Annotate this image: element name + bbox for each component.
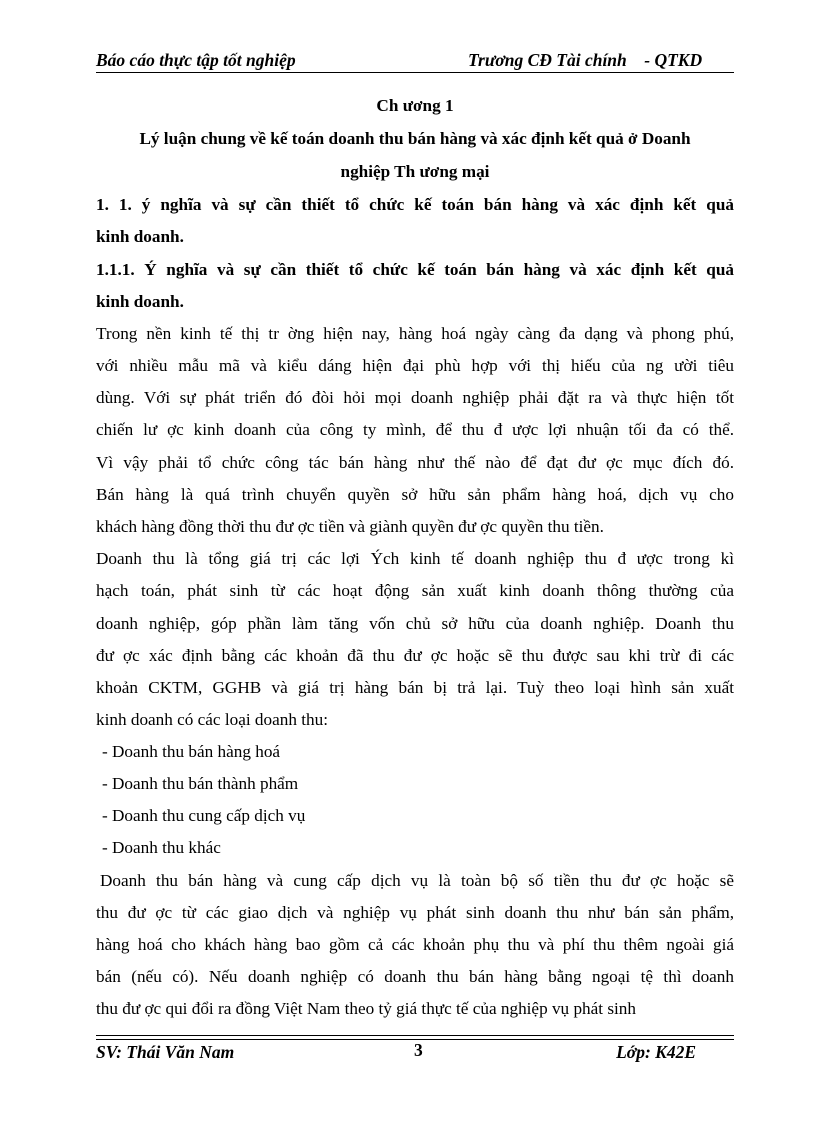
section-heading-1-1-cont: kinh doanh. — [96, 227, 184, 246]
paragraph-line: hạch toán, phát sinh từ các hoạt động sản xuất kinh doanh thông thường của — [96, 581, 734, 600]
chapter-number: Ch ương 1 — [376, 96, 454, 115]
list-item: - Doanh thu khác — [102, 838, 221, 857]
paragraph-line: dùng. Với sự phát triển đó đòi hỏi mọi doanh nghiệp phải đặt ra và thực hiện tốt — [96, 388, 734, 407]
footer-rule-top — [96, 1035, 734, 1036]
paragraph-line: đư ợc xác định bằng các khoản đã thu đư ợc hoặc sẽ thu được sau khi trừ đi các — [96, 646, 734, 665]
header-report-title: Báo cáo thực tập tốt nghiệp — [96, 50, 296, 70]
paragraph-line: doanh nghiệp, góp phần làm tăng vốn chủ sở hữu của doanh nghiệp. Doanh thu — [96, 614, 734, 633]
paragraph-line: Trong nền kinh tế thị tr ờng hiện nay, hàng hoá ngày càng đa dạng và phong phú, — [96, 324, 734, 343]
paragraph-line: Doanh thu là tổng giá trị các lợi Ých kinh tế doanh nghiệp thu đ ược trong kì — [96, 549, 734, 568]
page-number: 3 — [414, 1040, 423, 1060]
paragraph-line: với nhiều mẫu mã và kiểu dáng hiện đại phù hợp với thị hiếu của ng ười tiêu — [96, 356, 734, 375]
list-item: - Doanh thu bán hàng hoá — [102, 742, 281, 761]
page-footer — [96, 1040, 734, 1064]
chapter-title-line-1: Lý luận chung về kế toán doanh thu bán hàng và xác định kết quả ở Doanh — [139, 129, 691, 148]
chapter-title-line-2: nghiệp Th ương mại — [340, 162, 490, 181]
section-heading-1-1: 1. 1. ý nghĩa và sự cần thiết tổ chức kế toán bán hàng và xác định kết quả — [96, 195, 734, 214]
paragraph-line: Doanh thu bán hàng và cung cấp dịch vụ là toàn bộ số tiền thu đư ợc hoặc sẽ — [100, 871, 734, 890]
paragraph-line: kinh doanh có các loại doanh thu: — [96, 710, 328, 729]
paragraph-line: hàng hoá cho khách hàng bao gồm cả các khoản phụ thu và phí thu thêm ngoài giá — [96, 935, 734, 954]
paragraph-line: thu đư ợc qui đổi ra đồng Việt Nam theo tỷ giá thực tế của nghiệp vụ phát sinh — [96, 999, 636, 1018]
header-school-name: Trương CĐ Tài chính - QTKD — [468, 50, 703, 70]
paragraph-line: bán (nếu có). Nếu doanh nghiệp có doanh thu bán hàng bằng ngoại tệ thì doanh — [96, 967, 734, 986]
section-heading-1-1-1-cont: kinh doanh. — [96, 292, 184, 311]
paragraph-line: Bán hàng là quá trình chuyển quyền sở hữu sản phẩm hàng hoá, dịch vụ cho — [96, 485, 734, 504]
section-heading-1-1-1: 1.1.1. Ý nghĩa và sự cần thiết tổ chức kế toán bán hàng và xác định kết quả — [96, 260, 734, 279]
list-item: - Doanh thu bán thành phẩm — [102, 774, 299, 793]
paragraph-line: khách hàng đồng thời thu đư ợc tiền và giành quyền đư ợc quyền thu tiền. — [96, 517, 604, 536]
header-rule — [96, 72, 734, 73]
paragraph-line: chiến lư ợc kinh doanh của công ty mình, để thu đ ược lợi nhuận tối đa có thể. — [96, 420, 734, 439]
paragraph-line: thu đư ợc từ các giao dịch và nghiệp vụ phát sinh doanh thu như bán sản phẩm, — [96, 903, 734, 922]
list-item: - Doanh thu cung cấp dịch vụ — [102, 806, 306, 825]
page-header — [96, 48, 734, 72]
footer-student-name: SV: Thái Văn Nam — [96, 1042, 235, 1062]
paragraph-line: khoản CKTM, GGHB và giá trị hàng bán bị trả lại. Tuỳ theo loại hình sản xuất — [96, 678, 734, 697]
footer-class: Lớp: K42E — [616, 1042, 696, 1062]
paragraph-line: Vì vậy phải tổ chức công tác bán hàng như thế nào để đạt đư ợc mục đích đó. — [96, 453, 734, 472]
